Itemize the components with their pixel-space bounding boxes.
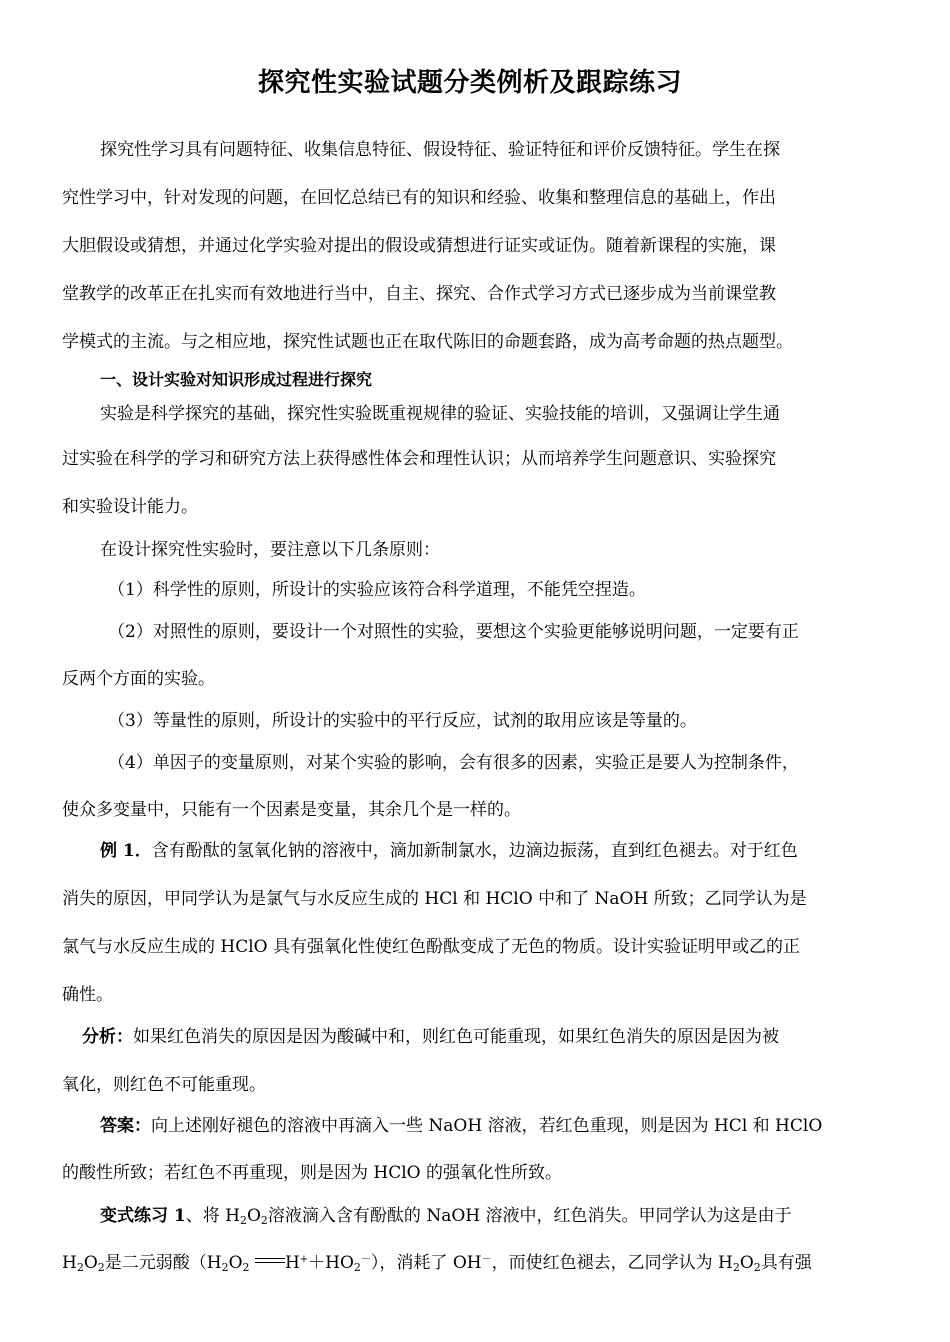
example-text: 含有酚酞的氢氧化钠的溶液中，滴加新制氯水，边滴边振荡，直到红色褪去。对于红色 bbox=[151, 841, 798, 861]
equilibrium-arrow-icon bbox=[255, 1256, 285, 1266]
text-line: 氧化，则红色不可能重现。 bbox=[62, 1075, 266, 1095]
principle-2: （2）对照性的原则，要设计一个对照性的实验，要想这个实验更能够说明问题，一定要有正 bbox=[108, 622, 799, 642]
answer-text: 向上述刚好褪色的溶液中再滴入一些 NaOH 溶液，若红色重现，则是因为 HCl 和 HClO bbox=[151, 1116, 823, 1136]
answer-label: 答案： bbox=[100, 1116, 151, 1136]
principle-1: （1）科学性的原则，所设计的实验应该符合科学道理，不能凭空捏造。 bbox=[108, 580, 646, 600]
text-line: 堂教学的改革正在扎实而有效地进行当中，自主、探究、合作式学习方式已逐步成为当前课堂教 bbox=[62, 284, 776, 304]
text-line: 消失的原因，甲同学认为是氯气与水反应生成的 HCl 和 HClO 中和了 NaOH 所致；乙同学认为是 bbox=[62, 889, 807, 909]
text-line: 学模式的主流。与之相应地，探究性试题也正在取代陈旧的命题套路，成为高考命题的热点题型。 bbox=[62, 332, 793, 352]
text-line: 究性学习中，针对发现的问题，在回忆总结已有的知识和经验、收集和整理信息的基础上，作出 bbox=[62, 188, 776, 208]
analysis-label: 分析： bbox=[82, 1027, 133, 1047]
principles-intro: 在设计探究性实验时，要注意以下几条原则： bbox=[100, 540, 440, 560]
text-line: 氯气与水反应生成的 HClO 具有强氧化性使红色酚酞变成了无色的物质。设计实验证明甲或乙的正 bbox=[62, 937, 801, 957]
example-line bbox=[100, 836, 798, 861]
principle-4-cont: 使众多变量中，只能有一个因素是变量，其余几个是一样的。 bbox=[62, 800, 521, 820]
text-line: 确性。 bbox=[62, 985, 113, 1005]
text-line: 探究性学习具有问题特征、收集信息特征、假设特征、验证特征和评价反馈特征。学生在探 bbox=[100, 140, 780, 160]
analysis-text: 如果红色消失的原因是因为酸碱中和，则红色可能重现，如果红色消失的原因是因为被 bbox=[133, 1027, 779, 1047]
page-title: 探究性实验试题分类例析及跟踪练习 bbox=[257, 68, 682, 98]
principle-3: （3）等量性的原则，所设计的实验中的平行反应，试剂的取用应该是等量的。 bbox=[108, 711, 697, 731]
section-heading: 一、设计实验对知识形成过程进行探究 bbox=[100, 370, 373, 389]
text-line: 实验是科学探究的基础，探究性实验既重视规律的验证、实验技能的培训，又强调让学生通 bbox=[100, 404, 780, 424]
answer-line bbox=[100, 1111, 822, 1136]
principle-4: （4）单因子的变量原则，对某个实验的影响，会有很多的因素，实验正是要人为控制条件， bbox=[108, 753, 799, 773]
text-line: 的酸性所致；若红色不再重现，则是因为 HClO 的强氧化性所致。 bbox=[62, 1163, 563, 1183]
variant-label: 变式练习 1 bbox=[100, 1206, 186, 1226]
example-label: 例 1． bbox=[100, 841, 152, 861]
principle-2-cont: 反两个方面的实验。 bbox=[62, 669, 215, 689]
variant-line: 变式练习 1、将 $H_2O_2$溶液滴入含有酚酞的 NaOH 溶液中，红色消失。甲同学认为这是由于 bbox=[100, 1206, 792, 1227]
analysis-line bbox=[82, 1022, 779, 1047]
variant-line-2: $H_2O_2$是二元弱酸（$H_2O_2$ $H^++HO_2^-$），消耗了 OH－，而使红色褪去，乙同学认为 $H_2O_2$具有强 bbox=[62, 1253, 812, 1274]
text-line: 过实验在科学的学习和研究方法上获得感性体会和理性认识；从而培养学生问题意识、实验探究 bbox=[62, 449, 776, 469]
text-line: 和实验设计能力。 bbox=[62, 497, 198, 517]
text-line: 大胆假设或猜想，并通过化学实验对提出的假设或猜想进行证实或证伪。随着新课程的实施，课 bbox=[62, 236, 776, 256]
